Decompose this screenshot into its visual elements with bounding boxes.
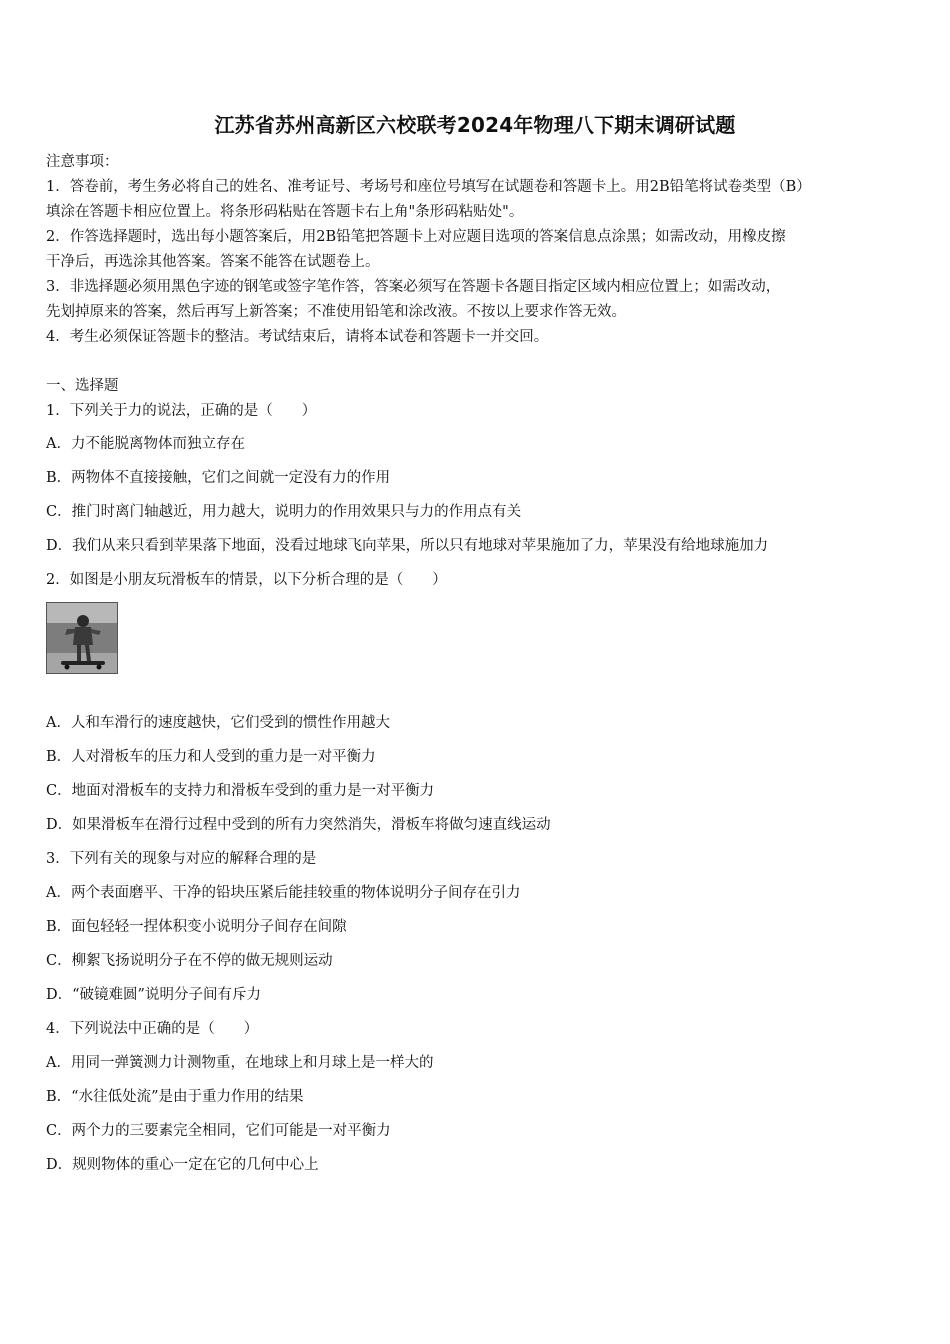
answer-option: A．用同一弹簧测力计测物重，在地球上和月球上是一样大的 xyxy=(46,1055,434,1071)
answer-option: D．“破镜难圆”说明分子间有斥力 xyxy=(46,987,261,1003)
notice-line: 填涂在答题卡相应位置上。将条形码粘贴在答题卡右上角"条形码粘贴处"。 xyxy=(46,204,524,220)
notice-line: 先划掉原来的答案，然后再写上新答案；不准使用铅笔和涂改液。不按以上要求作答无效。 xyxy=(46,304,626,320)
notice-line: 3．非选择题必须用黑色字迹的钢笔或签字笔作答，答案必须写在答题卡各题目指定区域内相应位置上；如需改动， xyxy=(46,279,781,295)
answer-option: D．如果滑板车在滑行过程中受到的所有力突然消失，滑板车将做匀速直线运动 xyxy=(46,817,551,833)
child-on-scooter-figure xyxy=(47,603,117,673)
question-stem: 1．下列关于力的说法，正确的是（ ） xyxy=(46,403,317,419)
notice-heading: 注意事项： xyxy=(46,154,119,170)
answer-option: A．力不能脱离物体而独立存在 xyxy=(46,436,245,452)
answer-option: B．面包轻轻一捏体积变小说明分子间存在间隙 xyxy=(46,919,347,935)
answer-option: D．我们从来只看到苹果落下地面，没看过地球飞向苹果，所以只有地球对苹果施加了力，苹果没有给地球施加力 xyxy=(46,538,769,554)
notice-line: 2．作答选择题时，选出每小题答案后，用2B铅笔把答题卡上对应题目选项的答案信息点涂黑；如需改动，用橡皮擦 xyxy=(46,229,786,245)
answer-option: D．规则物体的重心一定在它的几何中心上 xyxy=(46,1157,319,1173)
answer-option: B．“水往低处流”是由于重力作用的结果 xyxy=(46,1089,304,1105)
answer-option: C．推门时离门轴越近，用力越大，说明力的作用效果只与力的作用点有关 xyxy=(46,504,522,520)
answer-option: C．两个力的三要素完全相同，它们可能是一对平衡力 xyxy=(46,1123,391,1139)
answer-option: A．人和车滑行的速度越快，它们受到的惯性作用越大 xyxy=(46,715,390,731)
answer-option: B．两物体不直接接触，它们之间就一定没有力的作用 xyxy=(46,470,391,486)
section-heading: 一、选择题 xyxy=(46,378,119,394)
notice-line: 干净后，再选涂其他答案。答案不能答在试题卷上。 xyxy=(46,254,380,270)
question-stem: 4．下列说法中正确的是（ ） xyxy=(46,1021,259,1037)
answer-option: A．两个表面磨平、干净的铅块压紧后能挂较重的物体说明分子间存在引力 xyxy=(46,885,521,901)
answer-option: B．人对滑板车的压力和人受到的重力是一对平衡力 xyxy=(46,749,376,765)
exam-title: 江苏省苏州高新区六校联考2024年物理八下期末调研试题 xyxy=(214,113,736,137)
question-stem: 3．下列有关的现象与对应的解释合理的是 xyxy=(46,851,317,867)
answer-option: C．柳絮飞扬说明分子在不停的做无规则运动 xyxy=(46,953,333,969)
notice-line: 4．考生必须保证答题卡的整洁。考试结束后，请将本试卷和答题卡一并交回。 xyxy=(46,329,549,345)
question-stem: 2．如图是小朋友玩滑板车的情景，以下分析合理的是（ ） xyxy=(46,572,447,588)
skateboard-photo xyxy=(46,602,118,674)
notice-line: 1．答卷前，考生务必将自己的姓名、准考证号、考场号和座位号填写在试题卷和答题卡上。用2B铅笔将试卷类型（B） xyxy=(46,179,811,195)
answer-option: C．地面对滑板车的支持力和滑板车受到的重力是一对平衡力 xyxy=(46,783,435,799)
